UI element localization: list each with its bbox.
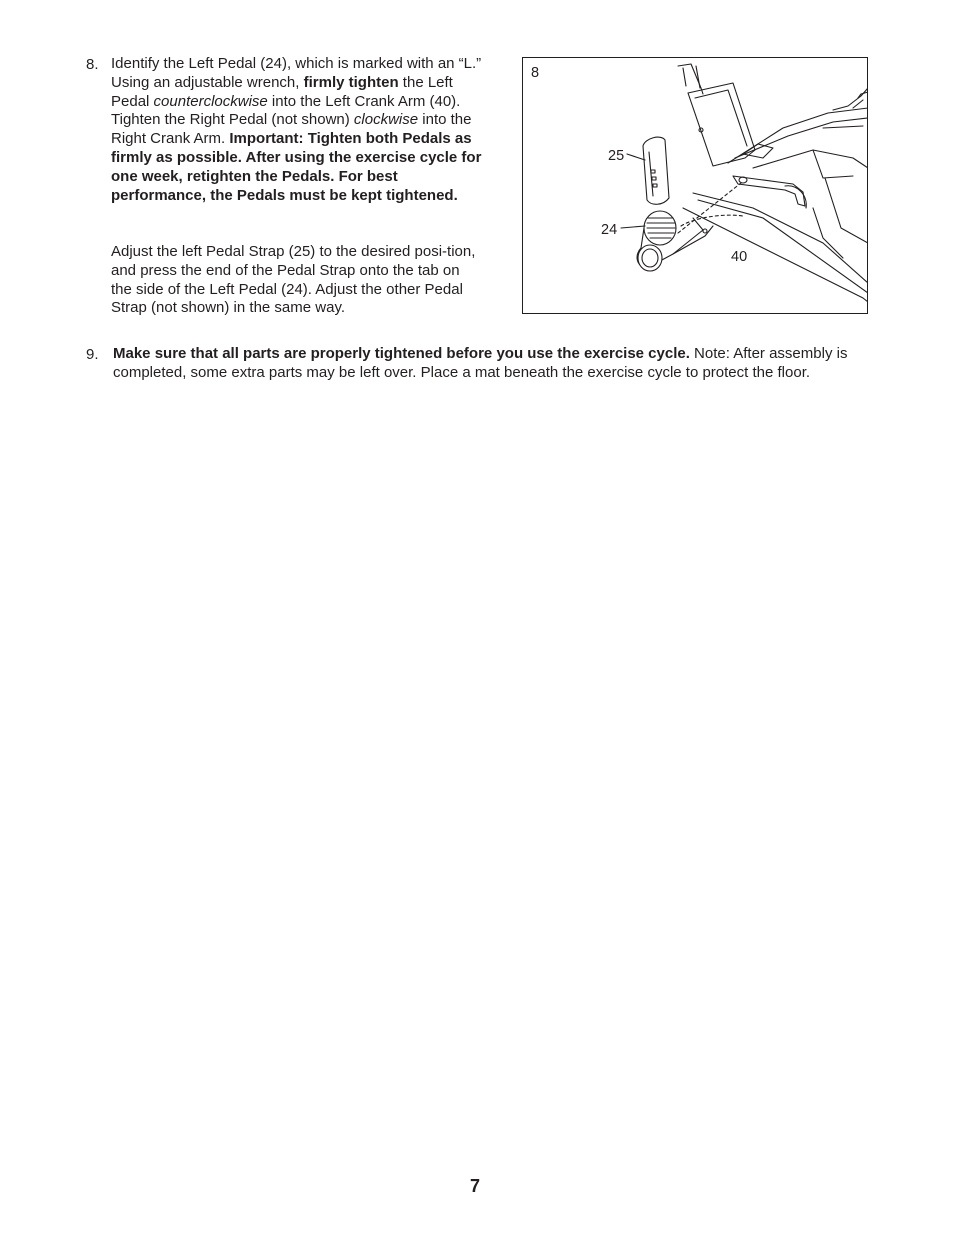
crank-arm-40 bbox=[733, 176, 805, 206]
pedal-assembly-illustration bbox=[523, 58, 868, 314]
step-8-pedal-strap-instructions: Adjust the left Pedal Strap (25) to the desired posi-tion, and press the end of the Pedal Strap onto the tab on the side of the Left Pedal (24). Adjust the other Pedal Strap (not shown) in the same way. bbox=[111, 243, 476, 317]
step-8-important-note: Important: Tighten both Pedals as firmly as possible. After using the exercise cycle for one week, retighten the Pedals. For best performance, the Pedals must be kept tightened. bbox=[111, 130, 482, 204]
step-8-text-2: the Left Pedal bbox=[111, 73, 453, 110]
callout-24-left-pedal: 24 bbox=[601, 222, 618, 238]
leader-line-24 bbox=[621, 226, 645, 228]
step-9-bold-warning: Make sure that all parts are properly tightened before you use the exercise cycle. bbox=[113, 345, 690, 362]
figure-number: 8 bbox=[531, 65, 540, 81]
frame-lower-rail bbox=[693, 193, 868, 283]
step-8-bold-firmly-tighten: firmly tighten bbox=[303, 73, 399, 91]
figure-8-diagram bbox=[522, 57, 868, 314]
step-8-text-3: into the Left Crank Arm (40). Tighten the Right Pedal (not shown) bbox=[111, 92, 461, 129]
callout-40-crank-arm: 40 bbox=[731, 249, 748, 265]
step-8-text-4: into the Right Crank Arm. bbox=[111, 111, 472, 148]
pedal-strap-25 bbox=[643, 137, 669, 204]
step-9-instructions bbox=[113, 345, 873, 383]
step-8-number: 8. bbox=[86, 56, 99, 73]
leader-line-25 bbox=[627, 154, 645, 160]
step-8-text-1: Identify the Left Pedal (24), which is marked with an “L.” Using an adjustable wrench, bbox=[111, 55, 482, 91]
dashed-alignment-line bbox=[678, 183, 741, 233]
frame-upright-post bbox=[678, 64, 703, 94]
page-number: 7 bbox=[470, 1176, 481, 1196]
step-8-italic-clockwise: clockwise bbox=[353, 111, 419, 129]
step-9-note: Note: After assembly is completed, some extra parts may be left over. Place a mat beneath the exercise cycle to protect the floor. bbox=[113, 345, 848, 381]
step-8-italic-counterclockwise: counterclockwise bbox=[153, 92, 268, 110]
step-9-number: 9. bbox=[86, 346, 99, 363]
step-8-instructions bbox=[111, 55, 483, 205]
callout-25-pedal-strap: 25 bbox=[608, 148, 625, 164]
